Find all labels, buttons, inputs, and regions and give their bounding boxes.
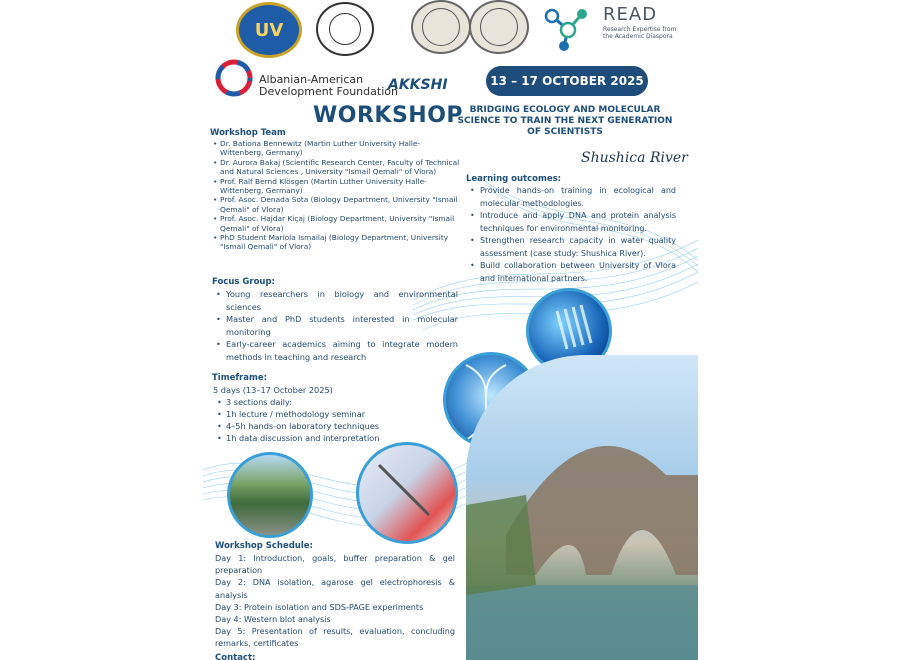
timeframe-duration: 5 days (13–17 October 2025) [213, 385, 333, 395]
schedule-day: Day 4: Western blot analysis [215, 614, 331, 625]
focus-item: • Master and PhD students interested in molecular monitoring [216, 314, 458, 337]
outcomes-list [468, 185, 676, 285]
timeframe-item: • 3 sections daily: [217, 397, 292, 407]
timeframe-heading: Timeframe: [212, 373, 267, 383]
workshop-subtitle: BRIDGING ECOLOGY AND MOLECULAR SCIENCE TO TRAIN THE NEXT GENERATION OF SCIENTISTS [457, 105, 673, 137]
timeframe-item: • 4–5h hands-on laboratory techniques [217, 421, 380, 431]
team-member: • Prof. Ralf Bernd Klösgen (Martin Luther University Halle-Wittenberg, Germany) [213, 176, 427, 196]
river-name: Shushica River [581, 150, 688, 166]
focus-heading: Focus Group: [212, 277, 275, 287]
schedule-list [215, 552, 455, 650]
lab-pipette-photo [356, 442, 458, 544]
schedule-day: Day 5: Presentation of results, evaluation, concluding remarks, certificates [215, 626, 455, 649]
aadf-logo-icon [211, 55, 257, 101]
timeframe-item: • 1h data discussion and interpretation [217, 433, 380, 443]
outcome-item: • Strengthen research capacity in water quality assessment (case study: Shushica River). [470, 236, 676, 258]
pipette-icon [359, 445, 455, 541]
team-member: • PhD Student Mariola Ismailaj (Biology Department, University "Ismail Qemali" of Vlora) [213, 233, 449, 252]
contact-heading: Contact: [215, 653, 256, 660]
outcome-item: • Build collaboration between University of Vlora and international partners. [470, 261, 676, 283]
stone-bridge-icon [466, 355, 698, 660]
team-member: • Prof. Asoc. Denada Sota (Biology Department, University "Ismail Qemali" of Vlora) [213, 195, 458, 214]
historic-seal-left [411, 0, 471, 54]
aadf-name: Albanian-American Development Foundation [259, 73, 398, 98]
date-badge: 13 – 17 OCTOBER 2025 [486, 66, 648, 96]
schedule-day: Day 2: DNA isolation, agarose gel electrophoresis & analysis [215, 577, 455, 600]
schedule-day: Day 3: Protein isolation and SDS-PAGE experiments [215, 601, 424, 612]
shushica-bridge-photo [466, 355, 698, 660]
read-subtitle: Research Expertise from the Academic Diaspora [603, 26, 677, 40]
timeframe-list [215, 396, 435, 444]
timeframe-item: • 1h lecture / methodology seminar [217, 409, 366, 419]
university-vlora-seal: UV [236, 2, 302, 58]
page-title: WORKSHOP [313, 103, 464, 128]
team-member: • Dr. Aurora Bakaj (Scientific Research Center, Faculty of Technical and Natural Sciences , University "Ismail Qemali" of Vlora) [213, 157, 460, 177]
read-network-icon [538, 2, 594, 52]
focus-item: • Young researchers in biology and environmental sciences [216, 289, 458, 312]
river-landscape-photo [227, 452, 313, 538]
schedule-heading: Workshop Schedule: [215, 541, 313, 551]
focus-item: • Early-career academics aiming to integrate modern methods in teaching and research [216, 339, 458, 362]
team-member: • Dr. Bationa Bennewitz (Martin Luther University Halle-Wittenberg, Germany) [213, 139, 421, 158]
team-list [210, 139, 460, 252]
read-title: READ [603, 4, 658, 25]
outcomes-heading: Learning outcomes: [466, 174, 562, 184]
team-heading: Workshop Team [210, 128, 286, 138]
team-member: • Prof. Asoc. Hajdar Kiçaj (Biology Department, University "Ismail Qemali" of Vlora) [213, 214, 455, 233]
outcome-item: • Provide hands-on training in ecological and molecular methodologies. [470, 186, 676, 208]
historic-seal-right [469, 0, 529, 54]
akkshi-logo: AKKSHI [388, 77, 448, 93]
workshop-poster [203, 0, 698, 660]
schedule-day: Day 1: Introduction, goals, buffer preparation & gel preparation [215, 553, 455, 576]
research-center-seal [316, 2, 374, 56]
focus-list [214, 288, 458, 363]
outcome-item: • Introduce and apply DNA and protein analysis techniques for environmental monitoring. [470, 211, 676, 233]
